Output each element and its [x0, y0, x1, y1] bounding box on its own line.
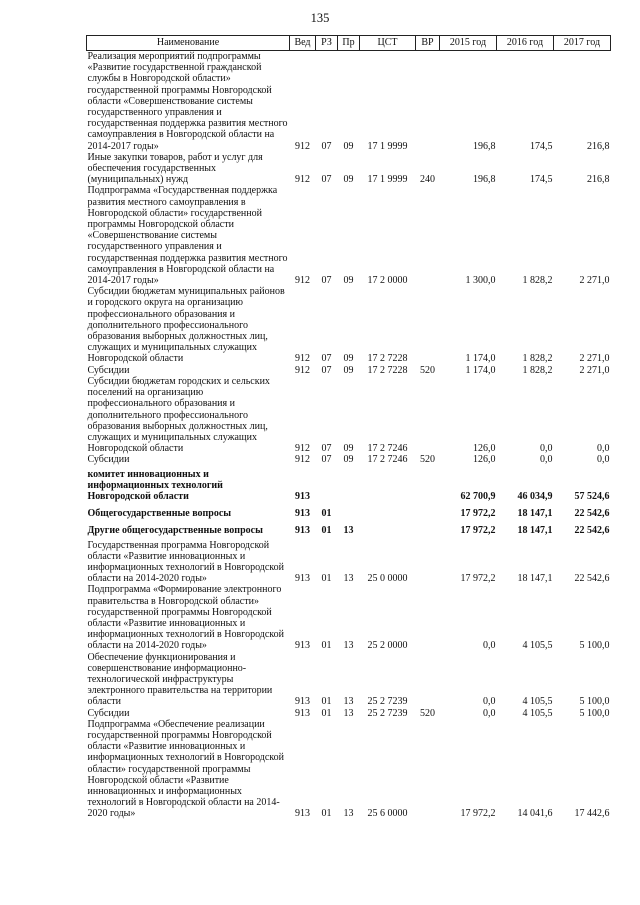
header-rz: РЗ [316, 36, 338, 51]
cell-pr: 09 [343, 443, 354, 455]
table-row [87, 652, 611, 708]
cell-2015: 62 700,9 [460, 490, 496, 502]
cell-2017: 0,0 [597, 454, 610, 466]
cell-vr [416, 584, 440, 651]
cell-vr [416, 522, 440, 539]
cell-vr [416, 540, 440, 585]
cell-pr: 13 [343, 573, 354, 585]
cell-2015: 1 174,0 [465, 353, 496, 365]
cell-rz: 07 [321, 364, 332, 376]
cell-name: Иные закупки товаров, работ и услуг для обеспечения государственных (муниципальных) нужд [87, 151, 263, 186]
cell-vr [416, 466, 440, 506]
cell-2017: 216,8 [587, 140, 610, 152]
cell-rz: 07 [321, 353, 332, 365]
cell-2017: 5 100,0 [579, 707, 610, 719]
cell-2017: 2 271,0 [579, 353, 610, 365]
cell-rz: 07 [321, 174, 332, 186]
table-row [87, 719, 611, 820]
cell-2015: 0,0 [483, 696, 496, 708]
cell-rz: 01 [321, 525, 332, 537]
table-row [87, 152, 611, 186]
cell-name: Субсидии [87, 454, 130, 466]
cell-2015: 196,8 [473, 140, 496, 152]
cell-2015: 0,0 [483, 640, 496, 652]
cell-pr: 09 [343, 364, 354, 376]
cell-pr [338, 466, 360, 506]
cell-vr [416, 652, 440, 708]
cell-2016: 4 105,5 [522, 640, 553, 652]
cell-name: Субсидии [87, 707, 130, 719]
cell-ved: 913 [295, 525, 310, 537]
cell-pr: 09 [343, 454, 354, 466]
cell-2015: 17 972,2 [460, 525, 496, 537]
cell-pr: 13 [343, 525, 354, 537]
cell-name: Субсидии [87, 364, 130, 376]
table-row [87, 185, 611, 286]
cell-ved: 913 [295, 508, 310, 520]
cell-ved: 913 [295, 490, 310, 502]
header-2017: 2017 год [554, 36, 611, 51]
cell-2016: 0,0 [540, 443, 553, 455]
cell-rz: 01 [321, 573, 332, 585]
header-cst: ЦСТ [360, 36, 416, 51]
cell-ved: 912 [295, 364, 310, 376]
cell-cst: 17 2 7246 [367, 443, 408, 455]
cell-name: Государственная программа Новгородской области «Развитие инновационных и информационных технологий в Новгородской области на 2014-2020 годы» [87, 539, 285, 585]
cell-rz: 01 [321, 808, 332, 820]
cell-pr: 13 [343, 696, 354, 708]
cell-vr [416, 51, 440, 152]
cell-name: Подпрограмма «Формирование электронного правительства в Новгородской области» государственной программы Новгородской области «Развитие инновационных и информационных технологий в Новгородской области на 2014-2020 годы» [87, 584, 285, 652]
cell-name: комитет инновационных и информационных технологий Новгородской области [87, 468, 223, 502]
cell-pr: 13 [343, 640, 354, 652]
cell-2016: 4 105,5 [522, 696, 553, 708]
cell-vr: 520 [420, 707, 435, 719]
cell-pr [338, 505, 360, 522]
cell-cst [360, 522, 416, 539]
cell-2016: 1 828,2 [522, 353, 553, 365]
table-row [87, 466, 611, 506]
cell-vr [416, 376, 440, 454]
header-2015: 2015 год [440, 36, 497, 51]
table-row [87, 286, 611, 364]
cell-ved: 913 [295, 808, 310, 820]
cell-2015: 0,0 [483, 707, 496, 719]
cell-2015: 126,0 [473, 443, 496, 455]
table-row [87, 584, 611, 651]
cell-2016: 18 147,1 [517, 525, 553, 537]
cell-vr [416, 185, 440, 286]
cell-cst: 25 2 7239 [367, 707, 408, 719]
cell-2017: 22 542,6 [574, 508, 610, 520]
cell-vr: 520 [420, 364, 435, 376]
cell-ved: 913 [295, 696, 310, 708]
table-row [87, 365, 611, 376]
cell-rz: 07 [321, 454, 332, 466]
cell-ved: 913 [295, 707, 310, 719]
cell-pr: 09 [343, 353, 354, 365]
cell-2017: 5 100,0 [579, 640, 610, 652]
cell-ved: 912 [295, 443, 310, 455]
cell-cst: 25 0 0000 [367, 573, 408, 585]
cell-2017: 22 542,6 [574, 573, 610, 585]
header-2016: 2016 год [497, 36, 554, 51]
cell-ved: 913 [295, 573, 310, 585]
cell-2016: 1 828,2 [522, 275, 553, 287]
cell-cst [360, 466, 416, 506]
cell-rz: 01 [321, 508, 332, 520]
cell-2015: 17 972,2 [460, 508, 496, 520]
cell-cst: 17 1 9999 [367, 174, 408, 186]
header-pr: Пр [338, 36, 360, 51]
header-ved: Вед [290, 36, 316, 51]
cell-name: Подпрограмма «Государственная поддержка развития местного самоуправления в Новгородской области» государственной программы Новгородской области «Совершенствование системы государственного управления и государственная поддержка развития местного самоуправления в Новгородской области на 2014-2017 годы» [87, 185, 288, 287]
cell-vr: 240 [420, 174, 435, 186]
cell-rz: 07 [321, 275, 332, 287]
cell-cst [360, 505, 416, 522]
cell-cst: 25 2 0000 [367, 640, 408, 652]
cell-pr: 09 [343, 174, 354, 186]
cell-2016: 0,0 [540, 454, 553, 466]
cell-2015: 1 174,0 [465, 364, 496, 376]
table-row [87, 505, 611, 522]
cell-pr: 13 [343, 707, 354, 719]
budget-table [86, 35, 611, 820]
cell-pr: 09 [343, 275, 354, 287]
cell-2015: 17 972,2 [460, 573, 496, 585]
cell-cst: 25 2 7239 [367, 696, 408, 708]
table-row [87, 454, 611, 465]
cell-name: Общегосударственные вопросы [87, 508, 232, 520]
cell-2017: 216,8 [587, 174, 610, 186]
cell-pr: 09 [343, 140, 354, 152]
cell-cst: 17 2 7228 [367, 353, 408, 365]
cell-rz: 07 [321, 443, 332, 455]
cell-2017: 22 542,6 [574, 525, 610, 537]
table-row [87, 522, 611, 539]
table-header-row [87, 36, 611, 51]
cell-name: Подпрограмма «Обеспечение реализации государственной программы Новгородской области «Развитие инновационных и информационных технологий в Новгородской области» государственной программы Новгородской области «Развитие инновационных и информационных технологий в Новгородской области на 2014-2020 годы» [87, 718, 285, 820]
cell-name: Реализация мероприятий подпрограммы «Развитие государственной гражданской службы в Новгородской области» государственной программы Новгородской области «Совершенствование системы государственного управления и государственная поддержка развития местного самоуправления в Новгородской области на 2014-2017 годы» [87, 51, 288, 152]
cell-pr: 13 [343, 808, 354, 820]
cell-cst: 17 2 7228 [367, 364, 408, 376]
cell-2016: 4 105,5 [522, 707, 553, 719]
cell-2016: 1 828,2 [522, 364, 553, 376]
header-name: Наименование [87, 36, 290, 51]
cell-2017: 5 100,0 [579, 696, 610, 708]
cell-2016: 14 041,6 [517, 808, 553, 820]
cell-2015: 1 300,0 [465, 275, 496, 287]
cell-ved: 913 [295, 640, 310, 652]
cell-ved: 912 [295, 174, 310, 186]
cell-rz: 01 [321, 696, 332, 708]
cell-2015: 196,8 [473, 174, 496, 186]
cell-rz: 07 [321, 140, 332, 152]
cell-cst: 25 6 0000 [367, 808, 408, 820]
cell-vr [416, 505, 440, 522]
cell-2016: 46 034,9 [517, 490, 553, 502]
table-row [87, 376, 611, 454]
cell-rz [316, 466, 338, 506]
cell-2016: 18 147,1 [517, 573, 553, 585]
table-row [87, 540, 611, 585]
cell-2017: 17 442,6 [574, 808, 610, 820]
cell-cst: 17 1 9999 [367, 140, 408, 152]
cell-2016: 174,5 [530, 140, 553, 152]
cell-vr: 520 [420, 454, 435, 466]
cell-rz: 01 [321, 640, 332, 652]
cell-vr [416, 719, 440, 820]
cell-2017: 57 524,6 [574, 490, 610, 502]
table-row [87, 51, 611, 152]
cell-ved: 912 [295, 275, 310, 287]
cell-ved: 912 [295, 353, 310, 365]
header-vr: ВР [416, 36, 440, 51]
cell-name: Другие общегосударственные вопросы [87, 525, 263, 537]
cell-ved: 912 [295, 454, 310, 466]
cell-2015: 17 972,2 [460, 808, 496, 820]
cell-name: Субсидии бюджетам городских и сельских поселений на организацию профессионального образования и дополнительного профессионального образования выборных должностных лиц, служащих и муниципальных служащих Новгородской области [87, 375, 270, 455]
table-row [87, 708, 611, 719]
cell-2017: 0,0 [597, 443, 610, 455]
cell-cst: 17 2 0000 [367, 275, 408, 287]
cell-cst: 17 2 7246 [367, 454, 408, 466]
cell-2015: 126,0 [473, 454, 496, 466]
cell-name: Субсидии бюджетам муниципальных районов и городского округа на организацию профессионального образования и дополнительного профессионального образования выборных должностных лиц, служащих и муниципальных служащих Новгородской области [87, 286, 285, 365]
cell-rz: 01 [321, 707, 332, 719]
cell-2016: 174,5 [530, 174, 553, 186]
cell-2017: 2 271,0 [579, 364, 610, 376]
page-number: 135 [310, 11, 330, 25]
cell-name: Обеспечение функционирования и совершенствование информационно-технологической инфраструктуры электронного правительства на территории области [87, 651, 273, 708]
cell-vr [416, 286, 440, 364]
cell-2016: 18 147,1 [517, 508, 553, 520]
cell-ved: 912 [295, 140, 310, 152]
cell-2017: 2 271,0 [579, 275, 610, 287]
